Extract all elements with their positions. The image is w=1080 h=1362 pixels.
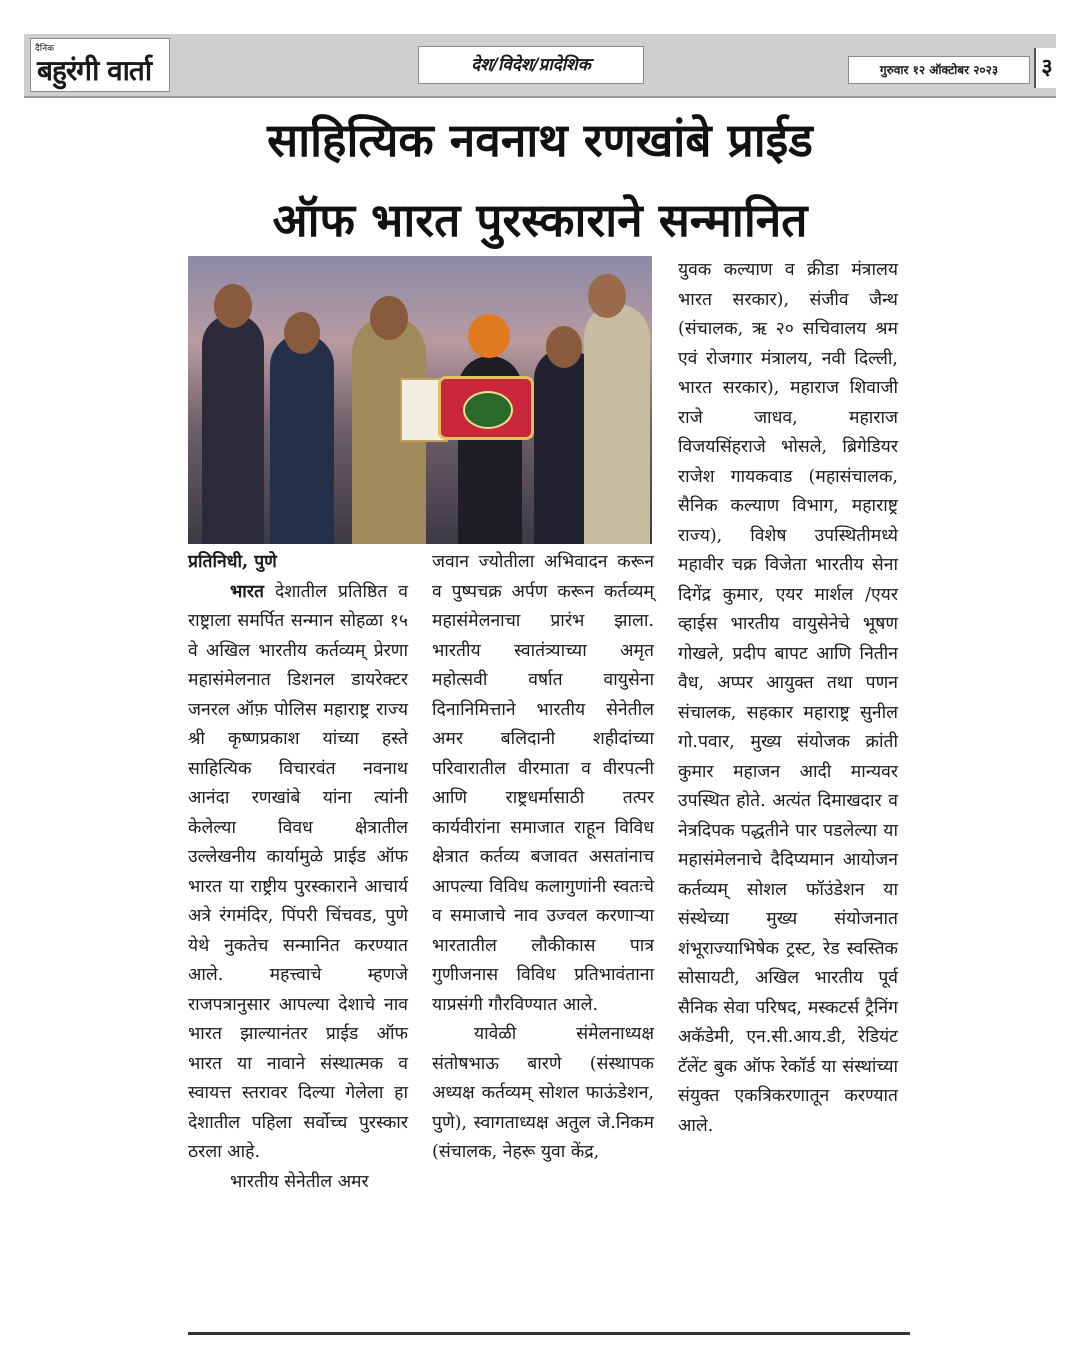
page-number: ३ [1034,48,1058,88]
award-plaque [438,376,534,440]
bottom-rule [188,1332,910,1335]
column-1-tail [188,1168,408,1198]
person-1 [202,314,264,544]
person-6 [584,304,650,544]
person-2 [270,334,334,544]
person-6-head [588,274,626,318]
person-1-head [214,284,252,328]
masthead-small: दैनिक [35,44,55,54]
column-2-para-2 [432,1020,654,1168]
headline-line-1: साहित्यिक नवनाथ रणखांबे प्राईड [267,113,813,167]
person-3-head [370,296,408,340]
column-1-tail-text: भारतीय सेनेतील अमर [230,1171,369,1192]
article-column-3 [678,256,898,1141]
dateline: प्रतिनिधी, पुणे [188,552,277,572]
column-1-text: देशातील प्रतिष्ठित व राष्ट्राला समर्पित सन्मान सोहळा १५ वे अखिल भारतीय कर्तव्यम् प्रेरणा महासंमेलनात डिशनल डायरेक्टर जनरल ऑफ़ पोलिस महाराष्ट्र राज्य श्री कृष्णप्रकाश यांच्या हस्ते साहित्यिक विचारवंत नवनाथ आनंदा रणखांबे यांना त्यांनी केलेल्या विवध क्षेत्रातील उल्लेखनीय कार्यामुळे प्राईड ऑफ भारत या राष्ट्रीय पुरस्काराने आचार्य अत्रे रंगमंदिर, पिंपरी चिंचवड, पुणे येथे नुकतेच सन्मानित करण्यात आले. महत्त्वाचे म्हणजे राजपत्रानुसार आपल्या देशाचे नाव भारत झाल्यानंतर प्राईड ऑफ भारत या नावाने संस्थात्मक व स्वायत्त स्तरावर दिल्या गेलेला हा देशातील पहिला सर्वोच्च पुरस्कार ठरला आहे. [188,581,408,1162]
column-2-para-2-text: यावेळी संमेलनाध्यक्ष संतोषभाऊ बारणे (संस्थापक अध्यक्ष कर्तव्यम् सोशल फाऊंडेशन, पुणे), स्वागताध्यक्ष अतुल जे.निकम (संचालक, नेहरू युवा केंद्र, [432,1024,654,1162]
column-1-body [188,578,408,1168]
section-label: देश/विदेश/प्रादेशिक [418,46,644,84]
column-3-text: युवक कल्याण व क्रीडा मंत्रालय भारत सरकार), संजीव जैन्थ (संचालक, ऋ २० सचिवालय श्रम एवं रोजगार मंत्रालय, नवी दिल्ली, भारत सरकार), महाराज शिवाजी राजे जाधव, महाराज विजयसिंहराजे भोसले, ब्रिगेडियर राजेश गायकवाड (महासंचालक, सैनिक कल्याण विभाग, महाराष्ट्र राज्य), विशेष उपस्थितीमध्ये महावीर चक्र विजेता भारतीय सेना दिगेंद्र कुमार, एयर मार्शल /एयर व्हाईस भारतीय वायुसेनेचे भूषण गोखले, प्रदीप बापट आणि नितीन वैध, अप्पर आयुक्त तथा पणन संचालक, सहकार महाराष्ट्र सुनील गो.पवार, मुख्य संयोजक क्रांती कुमार महाजन आदी मान्यवर उपस्थित होते. अत्यंत दिमाखदार व नेत्रदिपक पद्धतीने पार पडलेल्या या महासंमेलनाचे दैदिप्यमान आयोजन कर्तव्यम् सोशल फॉउंडेशन या संस्थेच्या मुख्य संयोजनात शंभूराज्याभिषेक ट्रस्ट, रेड स्वस्तिक सोसायटी, अखिल भारतीय पूर्व सैनिक सेवा परिषद, मस्कटर्स ट्रैनिंग अकॅडेमी, एन.सी.आय.डी, रेडियंट टॅलेंट बुक ऑफ रेकॉर्ड या संस्थांच्या संयुक्त एकत्रिकरणातून करण्यात आले. [678,260,898,1136]
masthead-title: बहुरंगी वार्ता [37,54,152,87]
lead-word: भारत [230,581,264,602]
person-5-head [546,326,582,368]
headline [130,100,950,260]
headline-line-2: ऑफ भारत पुरस्काराने सन्मानित [272,193,808,247]
issue-date: गुरुवार १२ ऑक्टोबर २०२३ [848,56,1030,84]
award-ceremony-photo [188,256,652,544]
article-column-1 [188,548,408,1197]
column-2-text: जवान ज्योतीला अभिवादन करून व पुष्पचक्र अर्पण करून कर्तव्यम् महासंमेलनाचा प्रारंभ झाला. भारतीय स्वातंत्र्याच्या अमृत महोत्सवी वर्षात वायुसेना दिनानिमित्ताने भारतीय सेनेतील अमर बलिदानी शहीदांच्या परिवारातील वीरमाता व वीरपत्नी आणि राष्ट्रधर्मासाठी तत्पर कार्यवीरांना समाजात राहून विविध क्षेत्रात कर्तव्य बजावत असतांनाच आपल्या विविध कलागुणांनी स्वतःचे व समाजाचे नाव उज्वल करणाऱ्या भारतातील लौकीकास पात्र गुणीजनास विविध प्रतिभावंताना याप्रसंगी गौरविण्यात आले. [432,552,654,1015]
person-4-head [468,314,510,358]
person-2-head [284,312,320,354]
article-column-2 [432,548,654,1168]
masthead-logo [30,38,170,92]
